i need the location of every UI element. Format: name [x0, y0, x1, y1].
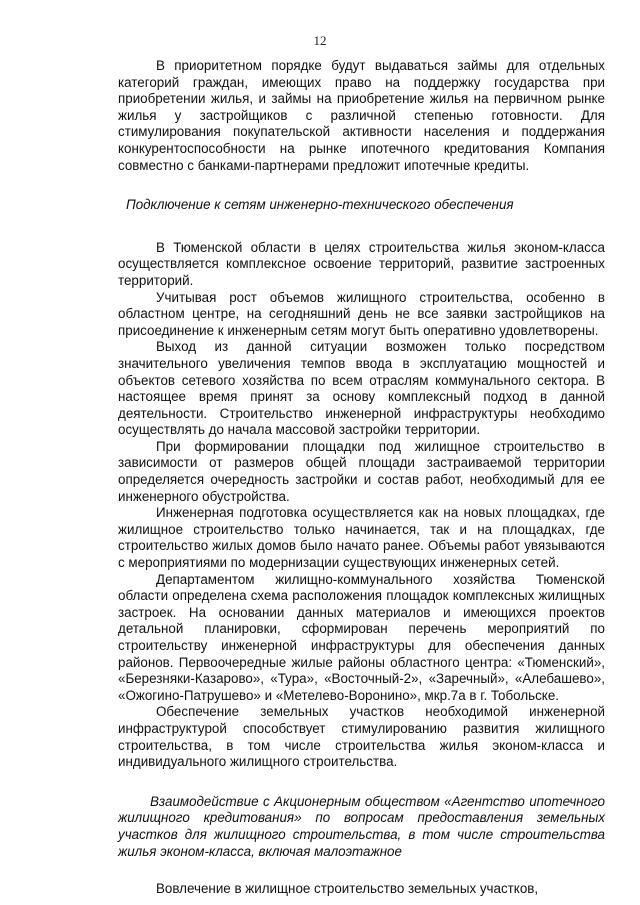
- section-heading-engineering-networks: Подключение к сетям инженерно-технического обеспечения: [126, 197, 514, 213]
- paragraph: Учитывая рост объемов жилищного строительства, особенно в областном центре, на сегодняшний день не все заявки застройщиков на присоединение к инженерным сетям могут быть оперативно удовлетворены.: [118, 289, 605, 338]
- paragraph-loans: В приоритетном порядке будут выдаваться займы для отдельных категорий граждан, имеющих право на поддержку государства при приобретении жилья, и займы на приобретение жилья на первичном рынке жилья у застройщиков с различной степенью готовности. Для стимулирования покупательской активности населения и поддержания конкурентоспособности на рынке ипотечного кредитования Компания совместно с банками-партнерами предложит ипотечные кредиты.: [118, 58, 605, 173]
- paragraph: Инженерная подготовка осуществляется как на новых площадках, где жилищное строительство только начинается, так и на площадках, где строительство жилых домов было начато ранее. Объемы работ увязываются с мероприятиями по модернизации существующих инженерных сетей.: [118, 505, 605, 571]
- paragraph: Департаментом жилищно-коммунального хозяйства Тюменской области определена схема расположения площадок комплексных жилищных застроек. На основании данных материалов и имеющихся проектов детальной планировки, сформирован перечень мероприятий по строительству инженерной инфраструктуры для обеспечения данных районов. Первоочередные жилые районы областного центра: «Тюменский», «Березняки-Казарово», «Тура», «Восточный-2», «Заречный», «Алебашево», «Ожогино-Патрушево» и «Метелево-Воронино», мкр.7а в г. Тобольске.: [118, 571, 605, 703]
- section-heading-ahml-interaction: Взаимодействие с Акционерным обществом «Агентство ипотечного жилищного кредитования» по вопросам предоставления земельных участков для жилищного строительства, в том числе строительства жилья эконом-класса, включая малоэтажное: [118, 793, 605, 859]
- paragraph: При формировании площадки под жилищное строительство в зависимости от размеров общей площади застраиваемой территории определяется очередность застройки и состав работ, необходимый для ее инженерного обустройства.: [118, 438, 605, 504]
- paragraph: Обеспечение земельных участков необходимой инженерной инфраструктурой способствует стимулированию развития жилищного строительства, в том числе строительства жилья эконом-класса и индивидуального жилищного строительства.: [118, 704, 605, 770]
- paragraph: В Тюменской области в целях строительства жилья эконом-класса осуществляется комплексное освоение территорий, развитие застроенных территорий.: [118, 239, 605, 288]
- paragraph: Выход из данной ситуации возможен только посредством значительного увеличения темпов ввода в эксплуатацию мощностей и объектов сетевого хозяйства по всем отраслям коммунального сектора. В настоящее время принят за основу комплексный подход в данной деятельности. Строительство инженерной инфраструктуры необходимо осуществлять до начала массовой застройки территории.: [118, 339, 605, 438]
- document-body: [118, 58, 605, 898]
- page-number: 12: [313, 33, 327, 48]
- paragraph-last: Вовлечение в жилищное строительство земельных участков,: [156, 881, 539, 897]
